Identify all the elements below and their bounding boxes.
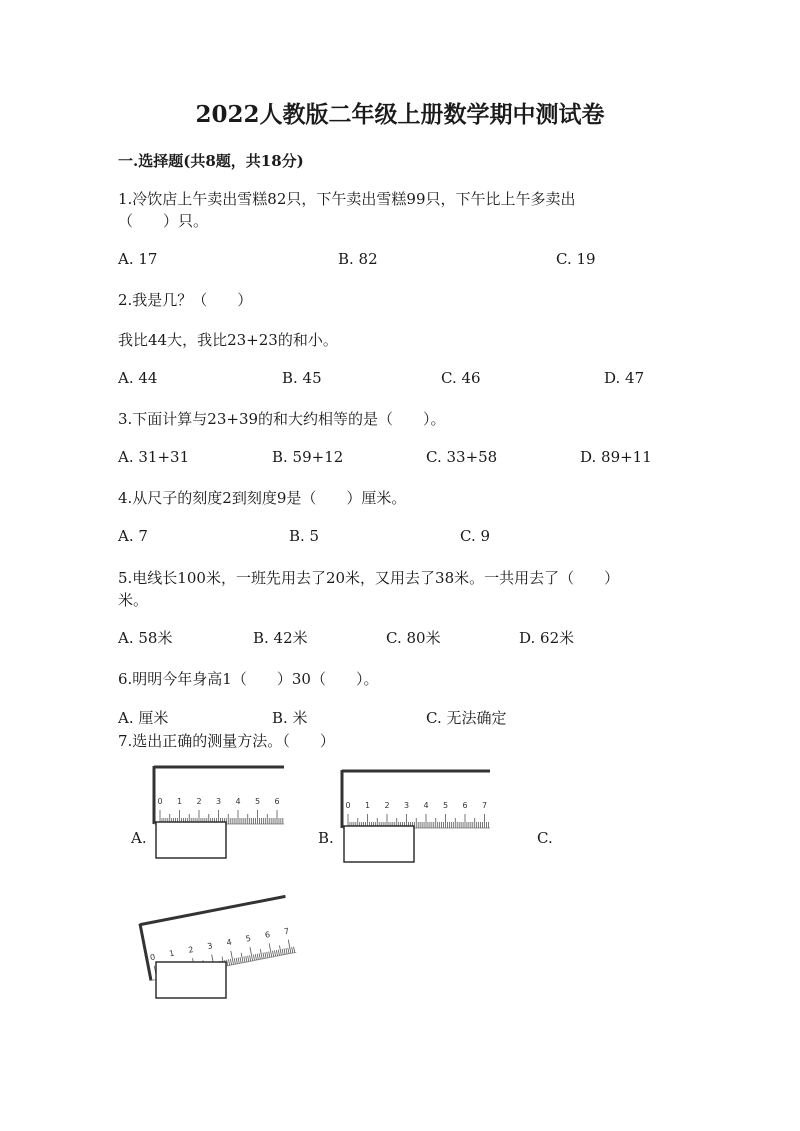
q1-option-c[interactable]: C. 19	[556, 250, 596, 268]
q6-option-a[interactable]: A. 厘米	[118, 709, 169, 727]
ruler-b-svg	[338, 768, 493, 864]
ruler-label: 3	[215, 797, 222, 806]
question-5-text-cont: 米。	[118, 591, 149, 609]
question-1-text: 1.冷饮店上午卖出雪糕82只，下午卖出雪糕99只，下午比上午多卖出	[118, 190, 576, 208]
q3-option-b[interactable]: B. 59+12	[272, 448, 344, 466]
ruler-c-figure	[136, 886, 311, 1001]
ruler-label: 5	[254, 797, 261, 806]
measured-box	[344, 826, 414, 862]
question-5-text: 5.电线长100米，一班先用去了20米，又用去了38米。一共用去了（ ）	[118, 569, 620, 587]
ruler-label: 5	[442, 801, 449, 810]
ruler-label: 6	[274, 797, 280, 806]
q6-option-c[interactable]: C. 无法确定	[426, 709, 507, 727]
q6-option-b[interactable]: B. 米	[272, 709, 308, 727]
ruler-body	[342, 770, 492, 828]
question-2-text: 2.我是几？（ ）	[118, 291, 253, 309]
ruler-face	[154, 766, 286, 824]
ruler-label: 0	[149, 952, 156, 963]
q5-option-b[interactable]: B. 42米	[253, 629, 308, 647]
ruler-body	[154, 766, 286, 824]
ruler-label: 2	[384, 801, 390, 810]
ruler-label: 6	[462, 801, 468, 810]
q3-option-d[interactable]: D. 89+11	[580, 448, 652, 466]
ruler-label: 0	[345, 801, 351, 810]
ruler-label: 3	[403, 801, 410, 810]
q2-option-a[interactable]: A. 44	[118, 369, 158, 387]
q7-option-a[interactable]: A.	[131, 829, 147, 847]
q5-option-a[interactable]: A. 58米	[118, 629, 173, 647]
ruler-label: 2	[196, 797, 202, 806]
ruler-face	[342, 770, 492, 828]
q2-option-b[interactable]: B. 45	[282, 369, 322, 387]
ruler-b-figure	[338, 768, 493, 864]
q1-option-b[interactable]: B. 82	[338, 250, 378, 268]
q1-option-a[interactable]: A. 17	[118, 250, 158, 268]
ruler-label: 2	[187, 944, 195, 955]
question-2-subtext: 我比44大，我比23+23的和小。	[118, 331, 338, 349]
question-4-text: 4.从尺子的刻度2到刻度9是（ ）厘米。	[118, 489, 407, 507]
q2-option-c[interactable]: C. 46	[441, 369, 481, 387]
ruler-c-svg	[136, 886, 311, 1001]
page-title: 2022人教版二年级上册数学期中测试卷	[195, 101, 605, 128]
ruler-label: 4	[225, 937, 233, 948]
question-3-text: 3.下面计算与23+39的和大约相等的是（ ）。	[118, 410, 446, 428]
ruler-a-svg	[150, 764, 290, 860]
ruler-label: 7	[283, 926, 290, 937]
ruler-label: 7	[481, 801, 488, 810]
q3-option-c[interactable]: C. 33+58	[426, 448, 498, 466]
q3-option-a[interactable]: A. 31+31	[118, 448, 190, 466]
q7-option-b[interactable]: B.	[318, 829, 334, 847]
ruler-label: 3	[206, 941, 214, 952]
ruler-label: 1	[364, 801, 371, 810]
q7-option-c[interactable]: C.	[537, 829, 553, 847]
ruler-label: 1	[168, 948, 176, 959]
ruler-label: 4	[235, 797, 241, 806]
ruler-label: 6	[264, 930, 271, 940]
ruler-a-figure	[150, 764, 290, 860]
ruler-label: 0	[157, 797, 163, 806]
question-1-text-cont: （ ）只。	[118, 212, 209, 230]
section-heading: 一.选择题(共8题，共18分)	[118, 152, 304, 170]
q4-option-b[interactable]: B. 5	[289, 527, 320, 545]
ruler-label: 4	[423, 801, 429, 810]
measured-box	[156, 962, 226, 998]
q2-option-d[interactable]: D. 47	[604, 369, 645, 387]
q5-option-c[interactable]: C. 80米	[386, 629, 441, 647]
q4-option-a[interactable]: A. 7	[118, 527, 148, 545]
question-6-text: 6.明明今年身高1（ ）30（ ）。	[118, 670, 379, 688]
measured-box	[156, 822, 226, 858]
ruler-label: 1	[176, 797, 183, 806]
q5-option-d[interactable]: D. 62米	[519, 629, 575, 647]
q4-option-c[interactable]: C. 9	[460, 527, 491, 545]
question-7-text: 7.选出正确的测量方法。（ ）	[118, 732, 335, 750]
ruler-label: 5	[244, 933, 252, 944]
